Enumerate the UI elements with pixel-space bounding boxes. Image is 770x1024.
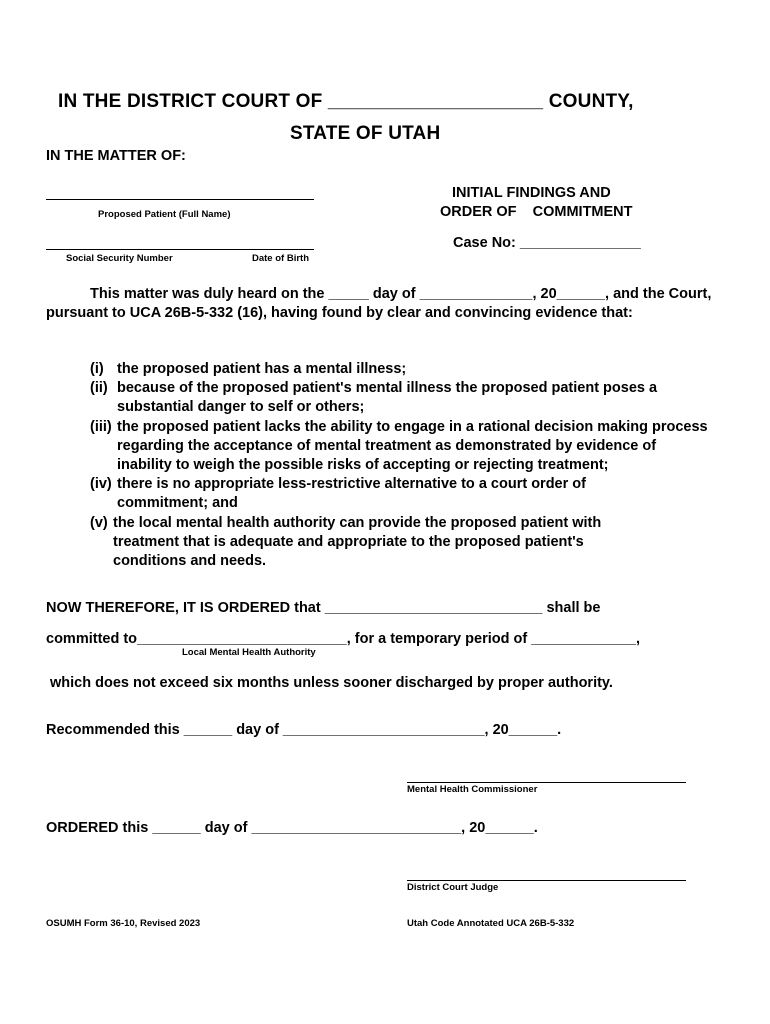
finding-item: [90, 514, 658, 572]
form-number: OSUMH Form 36-10, Revised 2023: [46, 918, 201, 929]
intro-paragraph: This matter was duly heard on the _____ day of ______________, 20______, and the Court, pursuant to UCA 26B-5-332 (16), having found by clear and convincing evidence that:: [46, 286, 712, 321]
order-line: NOW THEREFORE, IT IS ORDERED that ___________________________ shall be: [46, 600, 601, 616]
case-number-row: [453, 235, 641, 251]
findings-list: [90, 360, 730, 571]
finding-item: [90, 379, 717, 417]
finding-number: (iv): [90, 476, 112, 493]
finding-text: the local mental health authority can provide the proposed patient with treatment that is adequate and appropriate to the proposed patient's conditions and needs.: [113, 514, 602, 570]
finding-number: (ii): [90, 380, 108, 397]
judge-caption: District Court Judge: [407, 882, 499, 893]
patient-line-text: [46, 184, 47, 185]
recommended-line: Recommended this ______ day of _________________________, 20______.: [46, 722, 562, 738]
case-number-field[interactable]: _______________: [519, 235, 641, 251]
finding-text: there is no appropriate less-restrictive alternative to a court order of commitment; and: [117, 476, 586, 512]
finding-item: [90, 360, 730, 379]
duration-line: which does not exceed six months unless sooner discharged by proper authority.: [50, 675, 613, 691]
finding-text: the proposed patient lacks the ability to engage in a rational decision making process regarding the acceptance of mental treatment as demonstrated by evidence of inability to weigh the possible risks of accepting or rejecting treatment;: [117, 418, 708, 474]
dob-caption: Date of Birth: [252, 253, 309, 264]
judge-signature-field[interactable]: [407, 880, 686, 881]
finding-number: (i): [90, 361, 104, 377]
commitment-line: committed to__________________________, for a temporary period of _____________,: [46, 631, 641, 647]
ssn-caption: Social Security Number: [66, 253, 173, 264]
authority-caption: Local Mental Health Authority: [182, 647, 316, 658]
finding-number: (v): [90, 514, 108, 531]
finding-text: the proposed patient has a mental illness;: [117, 361, 407, 377]
patient-name-caption: Proposed Patient (Full Name): [98, 209, 231, 220]
doc-title-line2: ORDER OF COMMITMENT: [440, 204, 633, 220]
finding-text: because of the proposed patient's mental illness the proposed patient poses a substantial danger to self or others;: [117, 380, 658, 416]
commissioner-signature-field[interactable]: [407, 782, 686, 783]
doc-title-line1: INITIAL FINDINGS AND: [452, 185, 611, 201]
commissioner-caption: Mental Health Commissioner: [407, 784, 538, 795]
finding-item: [90, 475, 657, 513]
code-reference: Utah Code Annotated UCA 26B-5-332: [407, 918, 575, 929]
finding-number: (iii): [90, 418, 112, 435]
matter-label: IN THE MATTER OF:: [46, 148, 186, 164]
finding-item: [90, 418, 713, 476]
ordered-line: ORDERED this ______ day of __________________________, 20______.: [46, 820, 538, 836]
patient-name-field[interactable]: [46, 199, 314, 200]
ssn-dob-field[interactable]: [46, 249, 314, 250]
case-number-label: Case No:: [453, 235, 520, 251]
court-heading: IN THE DISTRICT COURT OF ____________________ COUNTY,: [58, 91, 634, 112]
state-heading: STATE OF UTAH: [290, 123, 441, 144]
ssn-line-text: [46, 234, 47, 235]
